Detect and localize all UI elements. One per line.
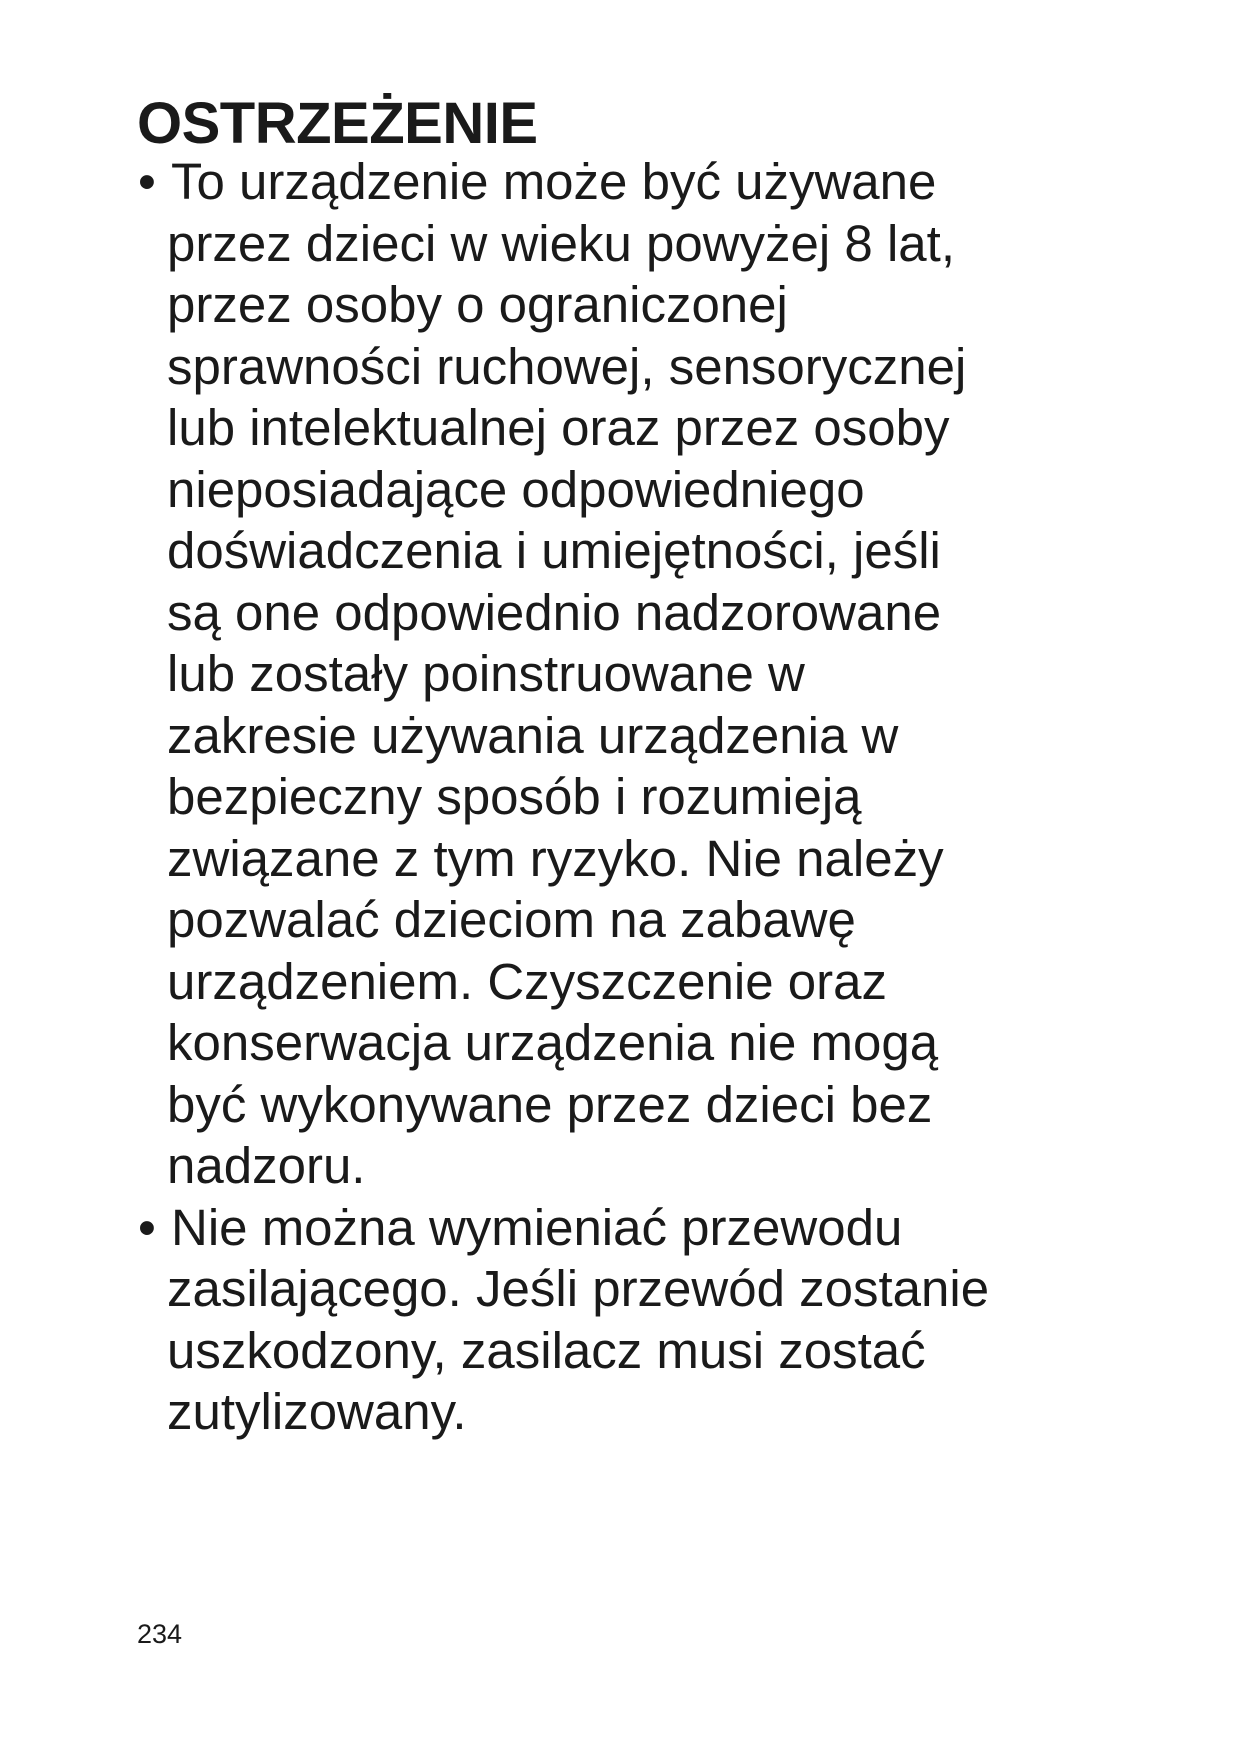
warning-item-power-cord	[137, 1197, 1137, 1443]
warning-line: To urządzenie może być używane	[171, 153, 937, 210]
warning-line: konserwacja urządzenia nie mogą	[167, 1014, 939, 1071]
warning-line: lub zostały poinstruowane w	[167, 645, 805, 702]
warning-line: zakresie używania urządzenia w	[167, 706, 899, 764]
warning-line: nieposiadające odpowiedniego	[167, 460, 865, 518]
warning-item-child-safety	[137, 151, 1137, 1197]
warning-line: być wykonywane przez dzieci bez	[167, 1075, 933, 1133]
warning-line: lub intelektualnej oraz przez osoby	[167, 399, 950, 456]
warning-heading: OSTRZEŻENIE	[137, 91, 538, 156]
warning-line: pozwalać dzieciom na zabawę	[167, 891, 856, 948]
page-number: 234	[137, 1619, 183, 1649]
warning-line: sprawności ruchowej, sensorycznej	[167, 337, 967, 395]
bullet-point: •	[138, 1198, 156, 1256]
bullet-point: •	[138, 153, 156, 210]
warning-line: Nie można wymieniać przewodu	[171, 1198, 903, 1256]
warning-line: nadzoru.	[167, 1137, 366, 1194]
warning-line: uszkodzony, zasilacz musi zostać	[167, 1321, 926, 1379]
warning-line: związane z tym ryzyko. Nie należy	[167, 829, 944, 887]
warning-line: zutylizowany.	[167, 1383, 467, 1440]
warning-line: są one odpowiednio nadzorowane	[167, 583, 942, 641]
warning-line: zasilającego. Jeśli przewód zostanie	[167, 1260, 990, 1317]
warning-line: bezpieczny sposób i rozumieją	[167, 768, 862, 825]
warning-line: przez dzieci w wieku powyżej 8 lat,	[167, 214, 955, 272]
warning-line: przez osoby o ograniczonej	[167, 276, 788, 333]
warning-line: urządzeniem. Czyszczenie oraz	[167, 952, 887, 1010]
warning-line: doświadczenia i umiejętności, jeśli	[167, 522, 941, 579]
warning-list	[137, 151, 1137, 1443]
